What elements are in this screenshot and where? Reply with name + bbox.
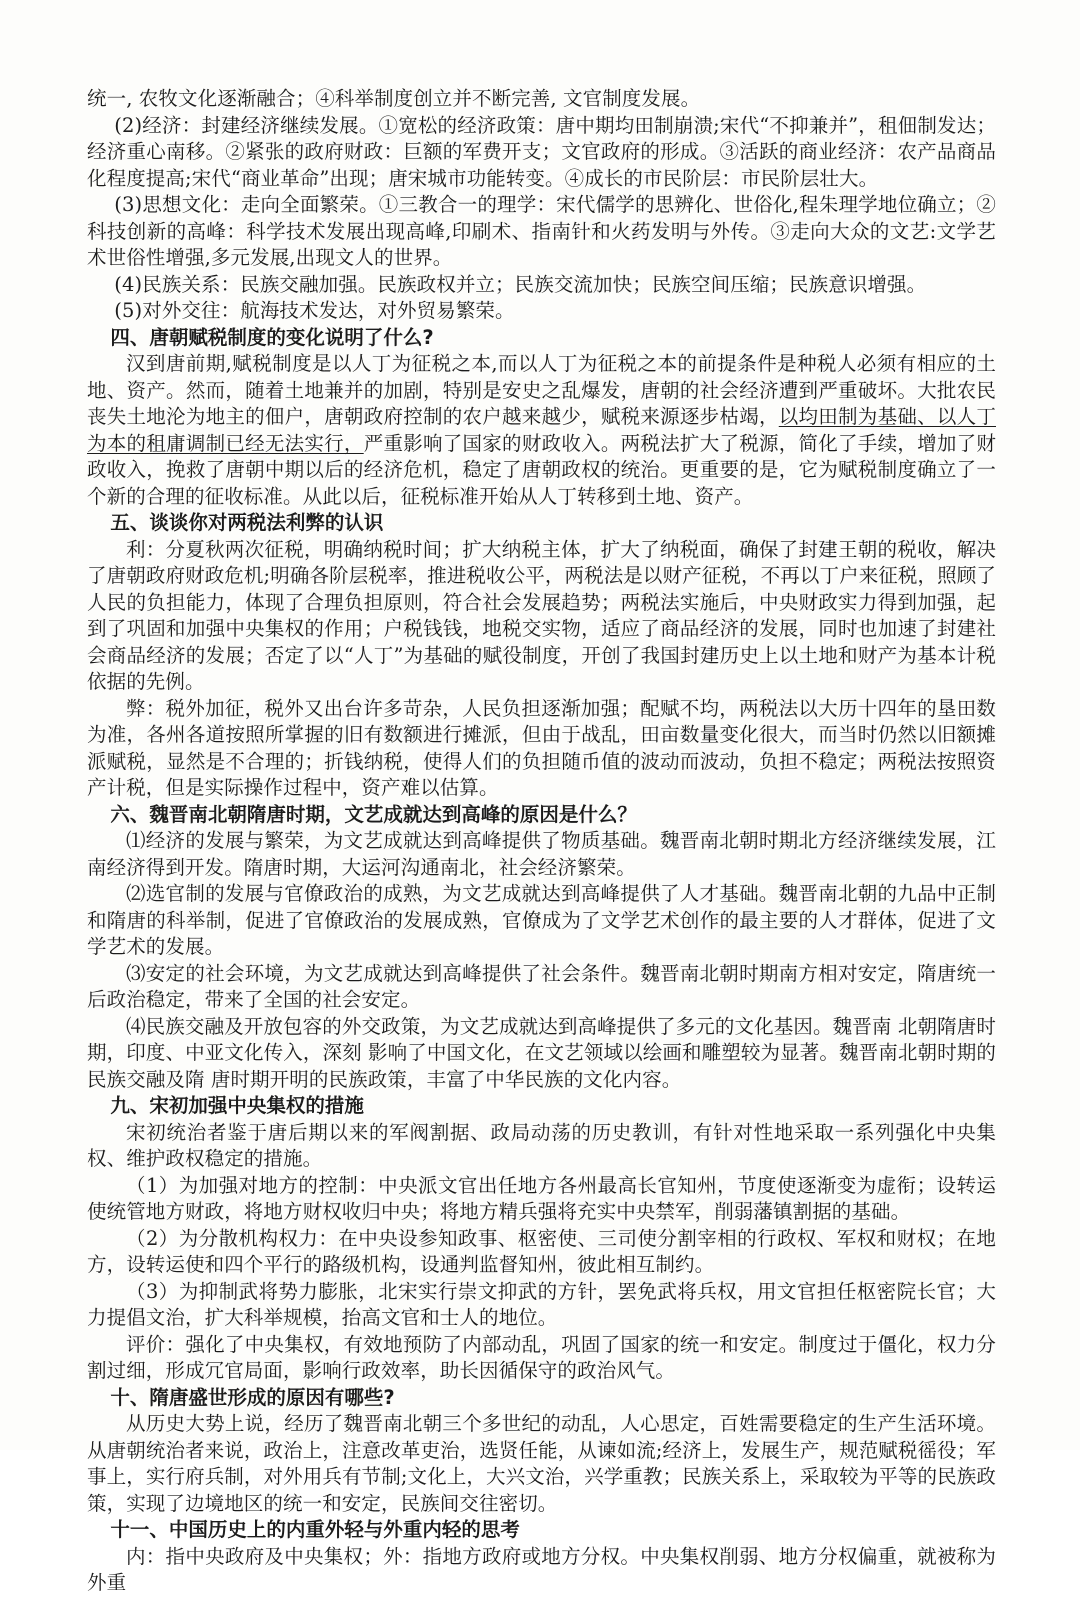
paragraph: (3)思想文化：走向全面繁荣。①三教合一的理学：宋代儒学的思辨化、世俗化,程朱理学地位确立；②科技创新的高峰：科学技术发展出现高峰,印刷术、指南针和火药发明与外传。③走向大众的文艺:文学艺术世俗性增强,多元发展,出现文人的世界。 bbox=[87, 193, 996, 269]
paragraph: （1）为加强对地方的控制：中央派文官出任地方各州最高长官知州，节度使逐渐变为虚衔；设转运使统管地方财政，将地方财权收归中央；将地方精兵强将充实中央禁军，削弱藩镇割据的基础。 bbox=[87, 1173, 996, 1223]
section-heading: 四、唐朝赋税制度的变化说明了什么? bbox=[110, 325, 434, 349]
paragraph: ⑵选官制的发展与官僚政治的成熟，为文艺成就达到高峰提供了人才基础。魏晋南北朝的九品中正制和隋唐的科举制，促进了官僚政治的发展成熟，官僚成为了文学艺术创作的最主要的人才群体，促进了文学艺术的发展。 bbox=[87, 882, 996, 958]
paragraph: (5)对外交往：航海技术发达，对外贸易繁荣。 bbox=[114, 299, 515, 322]
paragraph: ⑴经济的发展与繁荣，为文艺成就达到高峰提供了物质基础。魏晋南北朝时期北方经济继续发展，江南经济得到开发。隋唐时期，大运河沟通南北，社会经济繁荣。 bbox=[87, 829, 996, 879]
paragraph: 统一, 农牧文化逐渐融合；④科举制度创立并不断完善, 文官制度发展。 bbox=[87, 87, 701, 110]
paragraph: （2）为分散机构权力：在中央设参知政事、枢密使、三司使分割宰相的行政权、军权和财权；在地方，设转运使和四个平行的路级机构，设通判监督知州，彼此相互制约。 bbox=[87, 1226, 996, 1276]
section-heading: 十一、中国历史上的内重外轻与外重内轻的思考 bbox=[110, 1518, 520, 1541]
text-run: 汉到唐前期,赋税制度是以人丁为征税之本,而以人丁为征税之本的前提条件是种税人必须有相应的土地、资产。然而，随着土地兼并的加剧，特别是安史之乱爆发，唐朝的社会经济遭到严重破坏。大批农民丧失土地沦为地主的佃户，唐朝政府控制的农户越来越少，赋税来源逐步枯竭， bbox=[87, 352, 996, 428]
text-run: 严重影响了国家的财政收入。两税法扩大了税源，简化了手续，增加了财政收入，挽救了唐朝中期以后的经济危机，稳定了唐朝政权的统治。更重要的是，它为赋税制度确立了一个新的合理的征收标准。从此以后，征税标准开始从人丁转移到土地、资产。 bbox=[87, 431, 996, 508]
underlined-text: 以均田制为基础、以人丁为本的租庸调制已经无法实行， bbox=[87, 405, 996, 455]
section-heading: 五、谈谈你对两税法利弊的认识 bbox=[110, 511, 384, 534]
paragraph: ⑷民族交融及开放包容的外交政策，为文艺成就达到高峰提供了多元的文化基因。魏晋南 北朝隋唐时期，印度、中亚文化传入，深刻 影响了中国文化，在文艺领域以绘画和雕塑较为显著。魏晋南北朝时期的民族交融及隋 唐时期开明的民族政策，丰富了中华民族的文化内容。 bbox=[87, 1014, 996, 1091]
paragraph: (2)经济：封建经济继续发展。①宽松的经济政策：唐中期均田制崩溃;宋代“不抑兼并”，租佃制发达；经济重心南移。②紧张的政府财政：巨额的军费开支；文官政府的形成。③活跃的商业经济：农产品商品化程度提高;宋代“商业革命”出现；唐宋城市功能转变。④成长的市民阶层：市民阶层壮大。 bbox=[87, 113, 996, 190]
section-heading: 十、隋唐盛世形成的原因有哪些? bbox=[110, 1385, 395, 1409]
paragraph: （3）为抑制武将势力膨胀，北宋实行崇文抑武的方针，罢免武将兵权，用文官担任枢密院长官；大力提倡文治，扩大科举规模，抬高文官和士人的地位。 bbox=[87, 1279, 996, 1329]
paragraph: 内：指中央政府及中央集权；外：指地方政府或地方分权。中央集权削弱、地方分权偏重，就被称为外重 bbox=[87, 1544, 996, 1594]
paragraph: 评价：强化了中央集权，有效地预防了内部动乱，巩固了国家的统一和安定。制度过于僵化，权力分割过细，形成冗官局面，影响行政效率，助长因循保守的政治风气。 bbox=[87, 1332, 996, 1382]
paragraph: 宋初统治者鉴于唐后期以来的军阀割据、政局动荡的历史教训，有针对性地采取一系列强化中央集权、维护政权稳定的措施。 bbox=[87, 1120, 996, 1170]
section-heading: 九、宋初加强中央集权的措施 bbox=[110, 1094, 364, 1117]
paragraph bbox=[87, 351, 996, 510]
paragraph: ⑶安定的社会环境，为文艺成就达到高峰提供了社会条件。魏晋南北朝时期南方相对安定，隋唐统一后政治稳定，带来了全国的社会安定。 bbox=[87, 961, 996, 1011]
paragraph: 利：分夏秋两次征税，明确纳税时间；扩大纳税主体，扩大了纳税面，确保了封建王朝的税收，解决了唐朝政府财政危机;明确各阶层税率，推进税收公平，两税法是以财产征税，不再以丁户来征税，照顾了人民的负担能力，体现了合理负担原则，符合社会发展趋势；两税法实施后，中央财政实力得到加强，起到了巩固和加强中央集权的作用；户税钱钱，地税交实物，适应了商品经济的发展，同时也加速了封建社会商品经济的发展；否定了以“人丁”为基础的赋役制度，开创了我国封建历史上以土地和财产为基本计税依据的先例。 bbox=[87, 537, 996, 693]
section-heading: 六、魏晋南北朝隋唐时期，文艺成就达到高峰的原因是什么？ bbox=[110, 802, 637, 826]
paragraph: 从历史大势上说，经历了魏晋南北朝三个多世纪的动乱，人心思定，百姓需要稳定的生产生活环境。从唐朝统治者来说，政治上，注意改革吏治，选贤任能，从谏如流;经济上，发展生产，规范赋税徭役；军事上，实行府兵制，对外用兵有节制;文化上，大兴文治，兴学重教；民族关系上，采取较为平等的民族政策，实现了边境地区的统一和安定，民族间交往密切。 bbox=[87, 1412, 996, 1515]
paragraph: (4)民族关系：民族交融加强。民族政权并立；民族交流加快；民族空间压缩；民族意识增强。 bbox=[114, 272, 927, 296]
paragraph: 弊：税外加征，税外又出台许多苛杂，人民负担逐渐加强；配赋不均，两税法以大历十四年的垦田数为准，各州各道按照所掌握的旧有数额进行摊派，但由于战乱，田亩数量变化很大，而当时仍然以旧额摊派赋税，显然是不合理的；折钱纳税，使得人们的负担随币值的波动而波动，负担不稳定；两税法按照资产计税，但是实际操作过程中，资产难以估算。 bbox=[87, 696, 996, 799]
